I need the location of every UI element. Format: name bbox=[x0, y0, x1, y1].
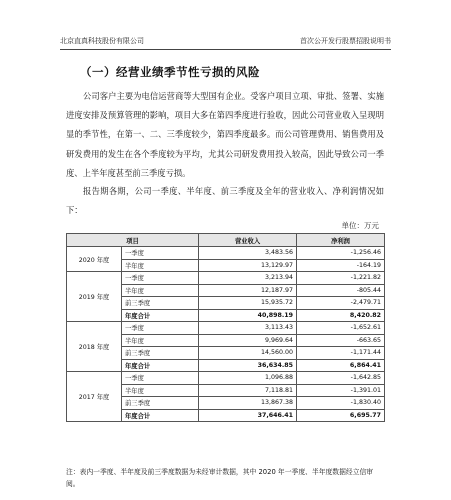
financial-table bbox=[66, 233, 385, 422]
profit-cell: 8,420.82 bbox=[297, 309, 385, 322]
revenue-cell: 3,213.94 bbox=[199, 272, 297, 285]
profit-cell: -1,171.44 bbox=[297, 347, 385, 360]
intro-paragraph: 报告期各期，公司一季度、半年度、前三季度及全年的营业收入、净利润情况如下： bbox=[66, 186, 384, 216]
revenue-cell: 13,867.38 bbox=[199, 397, 297, 410]
year-cell: 2019 年度 bbox=[67, 272, 122, 322]
profit-cell: -1,652.61 bbox=[297, 322, 385, 335]
period-cell: 一季度 bbox=[122, 322, 199, 335]
revenue-cell: 15,935.72 bbox=[199, 297, 297, 310]
table-header-row bbox=[67, 234, 385, 247]
period-cell: 年度合计 bbox=[122, 409, 199, 422]
profit-cell: -805.44 bbox=[297, 284, 385, 297]
year-cell: 2017 年度 bbox=[67, 372, 122, 422]
table-row bbox=[67, 322, 385, 335]
header-profit: 净利润 bbox=[297, 234, 385, 247]
table-note: 注：表内一季度、半年度及前三季度数据为未经审计数据，其中 2020 年一季度、半年度数据经立信审阅。 bbox=[66, 468, 374, 488]
profit-cell: -1,642.85 bbox=[297, 372, 385, 385]
profit-cell: -663.65 bbox=[297, 334, 385, 347]
period-cell: 一季度 bbox=[122, 247, 199, 260]
period-cell: 前三季度 bbox=[122, 347, 199, 360]
section-title: （一）经营业绩季节性亏损的风险 bbox=[80, 65, 260, 79]
revenue-cell: 3,113.43 bbox=[199, 322, 297, 335]
table-row bbox=[67, 272, 385, 285]
risk-paragraph: 公司客户主要为电信运营商等大型国有企业。受客户项目立项、审批、签署、实施进度安排及预算管理的影响，项目大多在第四季度进行验收，因此公司营业收入呈现明显的季节性，在第一、二、三季度较少，第四季度最多。而公司管理费用、销售费用及研发费用的发生在各个季度较为平均，尤其公司研发费用投入较高，因此导致公司一季度、上半年度甚至前三季度亏损。 bbox=[66, 91, 384, 178]
period-cell: 前三季度 bbox=[122, 297, 199, 310]
revenue-cell: 9,969.64 bbox=[199, 334, 297, 347]
profit-cell: 6,864.41 bbox=[297, 359, 385, 372]
revenue-cell: 13,129.97 bbox=[199, 259, 297, 272]
period-cell: 半年度 bbox=[122, 384, 199, 397]
revenue-cell: 7,118.81 bbox=[199, 384, 297, 397]
unit-label: 单位：万元 bbox=[341, 221, 379, 230]
year-cell: 2020 年度 bbox=[67, 247, 122, 272]
profit-cell: -1,830.40 bbox=[297, 397, 385, 410]
header-revenue: 营业收入 bbox=[199, 234, 297, 247]
profit-cell: -1,391.01 bbox=[297, 384, 385, 397]
profit-cell: -1,221.82 bbox=[297, 272, 385, 285]
period-cell: 半年度 bbox=[122, 334, 199, 347]
revenue-cell: 1,096.88 bbox=[199, 372, 297, 385]
page-header bbox=[60, 36, 391, 50]
profit-cell: 6,695.77 bbox=[297, 409, 385, 422]
revenue-cell: 3,483.56 bbox=[199, 247, 297, 260]
period-cell: 年度合计 bbox=[122, 359, 199, 372]
profit-cell: -1,256.46 bbox=[297, 247, 385, 260]
revenue-cell: 40,898.19 bbox=[199, 309, 297, 322]
revenue-cell: 37,646.41 bbox=[199, 409, 297, 422]
period-cell: 半年度 bbox=[122, 284, 199, 297]
period-cell: 前三季度 bbox=[122, 397, 199, 410]
period-cell: 半年度 bbox=[122, 259, 199, 272]
profit-cell: -2,479.71 bbox=[297, 297, 385, 310]
period-cell: 年度合计 bbox=[122, 309, 199, 322]
profit-cell: -164.19 bbox=[297, 259, 385, 272]
table-row bbox=[67, 372, 385, 385]
table-body bbox=[67, 247, 385, 422]
period-cell: 一季度 bbox=[122, 372, 199, 385]
header-document-title: 首次公开发行股票招股说明书 bbox=[300, 37, 391, 45]
revenue-cell: 36,634.85 bbox=[199, 359, 297, 372]
header-company: 北京直真科技股份有限公司 bbox=[60, 37, 144, 45]
header-item: 项目 bbox=[67, 234, 199, 247]
table-row bbox=[67, 247, 385, 260]
revenue-cell: 12,187.97 bbox=[199, 284, 297, 297]
revenue-cell: 14,560.00 bbox=[199, 347, 297, 360]
period-cell: 一季度 bbox=[122, 272, 199, 285]
year-cell: 2018 年度 bbox=[67, 322, 122, 372]
